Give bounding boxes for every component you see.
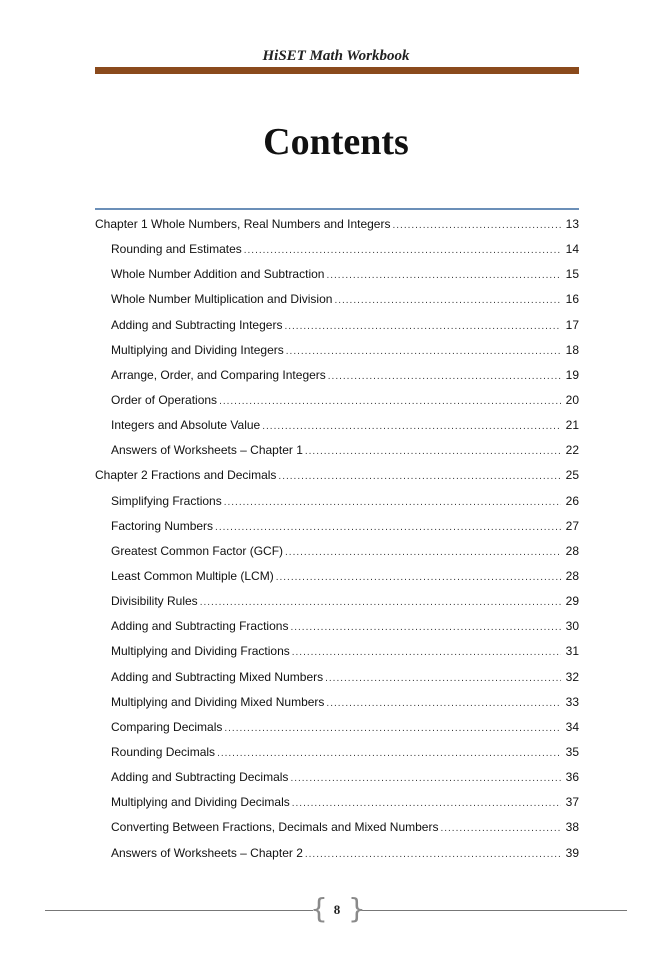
toc-dot-leader [326, 263, 561, 288]
toc-entry-page: 32 [565, 669, 579, 684]
toc-dot-leader [325, 666, 561, 691]
toc-entry-label: Divisibility Rules [111, 594, 198, 609]
toc-dot-leader [326, 691, 561, 716]
toc-dot-leader [224, 716, 561, 741]
toc-entry-page: 26 [565, 493, 579, 508]
toc-entry-label: Multiplying and Dividing Integers [111, 342, 284, 357]
toc-entry-label: Adding and Subtracting Fractions [111, 619, 289, 634]
toc-section-entry[interactable] [95, 765, 579, 790]
toc-entry-label: Chapter 1 Whole Numbers, Real Numbers and Integers [95, 217, 391, 231]
toc-section-entry[interactable] [95, 489, 579, 514]
toc-entry-page: 21 [565, 418, 579, 433]
toc-entry-label: Multiplying and Dividing Decimals [111, 795, 290, 810]
toc-entry-label: Integers and Absolute Value [111, 418, 261, 433]
toc-dot-leader [200, 590, 561, 615]
toc-section-entry[interactable] [95, 639, 579, 664]
header-rule [95, 67, 579, 74]
toc-section-entry[interactable] [95, 388, 579, 413]
toc-section-entry[interactable] [95, 790, 579, 815]
toc-entry-label: Whole Number Addition and Subtraction [111, 267, 325, 282]
toc-entry-page: 14 [565, 242, 579, 257]
footer-line-left [45, 910, 313, 911]
toc-section-entry[interactable] [95, 363, 579, 388]
footer-line-right [361, 910, 627, 911]
toc-entry-label: Adding and Subtracting Decimals [111, 770, 289, 785]
toc-entry-page: 39 [565, 845, 579, 860]
toc-chapter-entry[interactable] [95, 463, 579, 488]
toc-entry-label: Comparing Decimals [111, 719, 223, 734]
toc-entry-label: Factoring Numbers [111, 518, 214, 533]
toc-dot-leader [292, 791, 561, 816]
footer-bracket-right-icon: } [348, 892, 366, 925]
toc-entry-page: 36 [565, 770, 579, 785]
toc-section-entry[interactable] [95, 690, 579, 715]
toc-entry-label: Chapter 2 Fractions and Decimals [95, 468, 277, 483]
toc-dot-leader [305, 439, 561, 464]
toc-dot-leader [334, 288, 561, 313]
toc-dot-leader [305, 842, 561, 867]
toc-entry-page: 15 [565, 267, 579, 282]
toc-section-entry[interactable] [95, 237, 579, 262]
toc-dot-leader [278, 464, 561, 489]
toc-dot-leader [285, 540, 561, 565]
toc-entry-label: Rounding Decimals [111, 744, 216, 759]
page-number: 8 [333, 902, 341, 917]
toc-entry-page: 28 [565, 568, 579, 583]
toc-entry-page: 30 [565, 619, 579, 634]
toc-dot-leader [440, 816, 561, 841]
toc-entry-label: Adding and Subtracting Mixed Numbers [111, 669, 324, 684]
toc-entry-page: 13 [565, 217, 579, 231]
toc-entry-page: 17 [565, 317, 579, 332]
toc-entry-label: Arrange, Order, and Comparing Integers [111, 367, 326, 382]
toc-entry-page: 33 [565, 694, 579, 709]
toc-dot-leader [262, 414, 561, 439]
toc-dot-leader [286, 339, 561, 364]
toc-entry-page: 22 [565, 443, 579, 458]
toc-dot-leader [219, 389, 561, 414]
toc-rule [95, 208, 579, 210]
toc-entry-page: 37 [565, 795, 579, 810]
toc-dot-leader [328, 364, 561, 389]
toc-section-entry[interactable] [95, 539, 579, 564]
toc-entry-label: Answers of Worksheets – Chapter 2 [111, 845, 303, 860]
toc-dot-leader [290, 615, 561, 640]
toc-entry-page: 29 [565, 594, 579, 609]
toc-section-entry[interactable] [95, 589, 579, 614]
toc-section-entry[interactable] [95, 313, 579, 338]
toc-entry-page: 31 [565, 644, 579, 659]
toc-entry-page: 25 [565, 468, 579, 483]
toc-entry-label: Converting Between Fractions, Decimals and Mixed Numbers [111, 820, 439, 835]
toc-entry-label: Simplifying Fractions [111, 493, 222, 508]
toc-entry-label: Rounding and Estimates [111, 242, 242, 257]
toc-dot-leader [244, 238, 561, 263]
toc-dot-leader [276, 565, 561, 590]
toc-section-entry[interactable] [95, 564, 579, 589]
toc-dot-leader [284, 314, 561, 339]
toc-dot-leader [217, 741, 561, 766]
toc-entry-page: 35 [565, 744, 579, 759]
page-title: Contents [263, 121, 409, 163]
table-of-contents [95, 212, 579, 866]
toc-entry-page: 38 [565, 820, 579, 835]
toc-entry-label: Whole Number Multiplication and Division [111, 292, 333, 307]
toc-section-entry[interactable] [95, 815, 579, 840]
toc-entry-page: 18 [565, 342, 579, 357]
toc-entry-label: Order of Operations [111, 392, 218, 407]
toc-entry-page: 28 [565, 543, 579, 558]
toc-dot-leader [290, 766, 561, 791]
toc-section-entry[interactable] [95, 614, 579, 639]
toc-entry-label: Least Common Multiple (LCM) [111, 568, 274, 583]
toc-entry-label: Adding and Subtracting Integers [111, 317, 283, 332]
toc-section-entry[interactable] [95, 413, 579, 438]
toc-section-entry[interactable] [95, 715, 579, 740]
toc-entry-page: 20 [565, 392, 579, 407]
toc-section-entry[interactable] [95, 514, 579, 539]
toc-entry-label: Multiplying and Dividing Fractions [111, 644, 290, 659]
toc-entry-page: 16 [565, 292, 579, 307]
toc-entry-label: Multiplying and Dividing Mixed Numbers [111, 694, 325, 709]
toc-entry-page: 34 [565, 719, 579, 734]
footer-bracket-left-icon: { [310, 892, 328, 925]
toc-chapter-entry[interactable] [95, 212, 579, 237]
toc-section-entry[interactable] [95, 338, 579, 363]
toc-section-entry[interactable] [95, 287, 579, 312]
toc-dot-leader [215, 515, 561, 540]
toc-entry-label: Greatest Common Factor (GCF) [111, 543, 284, 558]
toc-entry-page: 19 [565, 367, 579, 382]
toc-entry-label: Answers of Worksheets – Chapter 1 [111, 443, 303, 458]
toc-section-entry[interactable] [95, 262, 579, 287]
toc-dot-leader [292, 640, 561, 665]
running-header: HiSET Math Workbook [262, 48, 410, 64]
toc-section-entry[interactable] [95, 665, 579, 690]
toc-dot-leader [392, 213, 561, 238]
toc-entry-page: 27 [565, 518, 579, 533]
toc-section-entry[interactable] [95, 841, 579, 866]
toc-dot-leader [224, 490, 561, 515]
toc-section-entry[interactable] [95, 740, 579, 765]
toc-section-entry[interactable] [95, 438, 579, 463]
